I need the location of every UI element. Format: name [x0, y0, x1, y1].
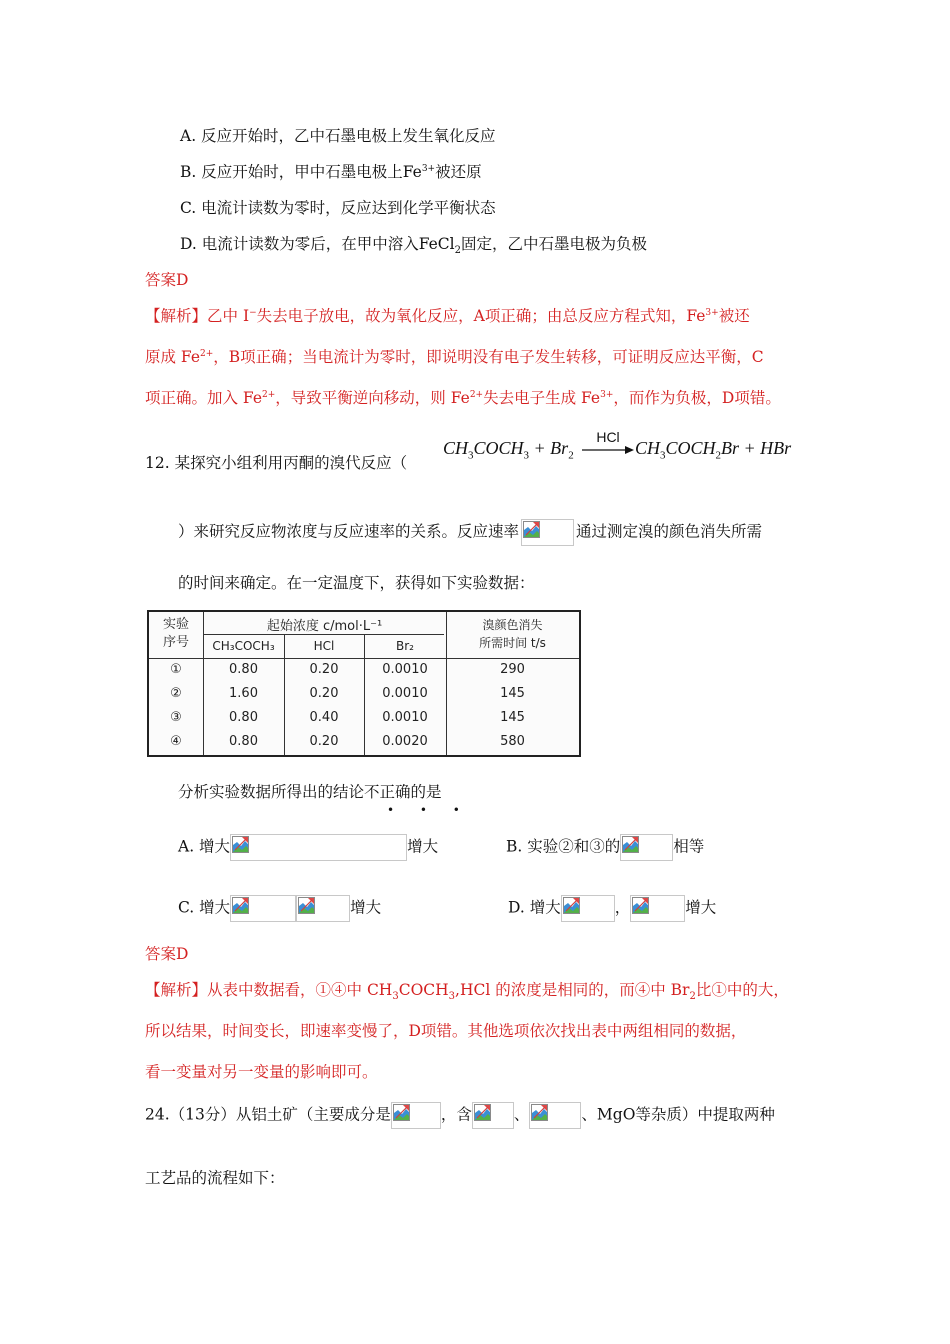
q24-stem-line1	[145, 1102, 775, 1129]
q12-answer: 答案D	[145, 945, 189, 963]
missing-formula-image	[529, 1102, 581, 1129]
q12-stem-line2	[178, 519, 762, 546]
exp-sup: 3+	[600, 389, 614, 400]
table-cell: 580	[500, 734, 525, 749]
header-time	[446, 616, 579, 652]
table-cell: ③	[170, 710, 182, 725]
exp-text: ，导致平衡逆向移动，则 Fe	[275, 389, 470, 407]
broken-image-icon	[531, 1104, 548, 1121]
exp-text: 被还	[718, 307, 750, 325]
q11-option-d-text: D. 电流计读数为零后，在甲中溶入FeCl	[180, 235, 455, 253]
header-hcl: HCl	[313, 639, 335, 653]
broken-image-icon	[232, 897, 249, 914]
option-text: 增大	[350, 898, 382, 917]
broken-image-icon	[622, 836, 639, 853]
q12-explanation-line3: 看一变量对另一变量的影响即可。	[145, 1063, 378, 1081]
header-seq	[149, 616, 203, 652]
missing-formula-image	[521, 519, 574, 546]
table-cell: 0.0010	[382, 662, 428, 677]
option-text: 增大	[407, 837, 439, 856]
explanation-label: 【解析】	[145, 981, 208, 999]
exp-text: ，B项正确；当电流计为零时，即说明没有电子发生转移，可证明反应达平衡，C	[213, 348, 764, 366]
exp-text: 从表中数据看，①④中 CH	[207, 981, 393, 999]
eq-text: COCH	[665, 438, 716, 458]
q11-option-b-sup: 3+	[421, 163, 436, 174]
exp-sub: 2	[689, 991, 696, 1003]
exp-text: 比①中的大，	[695, 981, 789, 999]
eq-text: CH	[635, 438, 661, 458]
eq-text: Br + HBr	[721, 438, 792, 458]
stem-text: 通过测定溴的颜色消失所需	[576, 522, 763, 541]
q11-option-d	[180, 234, 648, 257]
option-text: 相等	[673, 837, 705, 856]
exp-text: COCH	[398, 981, 449, 999]
table-cell: 0.20	[309, 686, 339, 701]
stem-text: ，含	[440, 1105, 472, 1124]
q12-option-d	[508, 895, 716, 922]
eq-sub: 3	[523, 449, 530, 462]
exp-sub: 3	[392, 991, 399, 1003]
missing-formula-image	[230, 834, 407, 861]
q12-stem-line3: 的时间来确定。在一定温度下，获得如下实验数据：	[178, 574, 535, 592]
missing-formula-image	[630, 895, 685, 922]
q24-stem-line2: 工艺品的流程如下：	[145, 1169, 285, 1187]
exp-text: ,HCl 的浓度是相同的，而④中 Br	[455, 981, 690, 999]
exp-sup: 2+	[469, 389, 484, 400]
broken-image-icon	[232, 836, 249, 853]
table-cell: 290	[500, 662, 525, 677]
reaction-products	[635, 438, 792, 462]
q12-question: 分析实验数据所得出的结论不正确的是	[178, 783, 442, 801]
table-cell: 0.80	[229, 710, 258, 725]
missing-formula-image	[391, 1102, 441, 1129]
q11-option-d-sub: 2	[454, 245, 462, 257]
q12-stem-line1: 12. 某探究小组利用丙酮的溴代反应（	[145, 454, 408, 472]
exp-text: 失去电子生成 Fe	[483, 389, 601, 407]
q12-option-a	[178, 834, 438, 861]
header-acetone: CH₃COCH₃	[212, 639, 275, 653]
exp-text: 原成 Fe	[145, 348, 201, 366]
q11-explanation-line3	[145, 388, 781, 408]
table-cell: 0.40	[309, 710, 339, 725]
table-cell: 145	[500, 686, 525, 701]
stem-text: 、MgO等杂质）中提取两种	[581, 1105, 775, 1124]
missing-formula-image	[230, 895, 296, 922]
exp-sup: 2+	[262, 389, 276, 400]
stem-text: 24.（13分）从铝土矿（主要成分是	[145, 1105, 391, 1124]
header-seq-2: 序号	[162, 635, 189, 650]
eq-sub: 2	[715, 449, 722, 462]
option-text: A. 增大	[178, 837, 231, 856]
q12-explanation-line1	[145, 980, 789, 1003]
option-text: B. 实验②和③的	[506, 837, 621, 856]
exp-sup: 3+	[705, 307, 719, 318]
reaction-equation	[443, 438, 574, 462]
missing-formula-image	[472, 1102, 514, 1129]
table-cell: 0.0010	[382, 686, 428, 701]
table-cell: ④	[170, 734, 182, 749]
missing-formula-image	[620, 834, 673, 861]
broken-image-icon	[474, 1104, 491, 1121]
missing-formula-image	[296, 895, 350, 922]
reaction-arrow	[580, 429, 636, 457]
eq-text: COCH	[473, 438, 524, 458]
eq-text: + Br	[529, 438, 569, 458]
stem-text: ）来研究反应物浓度与反应速率的关系。反应速率	[178, 522, 520, 541]
q11-option-a: A. 反应开始时，乙中石墨电极上发生氧化反应	[180, 127, 496, 145]
stem-text: 、	[513, 1105, 530, 1124]
exp-text: ，而作为负极，D项错。	[613, 389, 781, 407]
broken-image-icon	[523, 521, 540, 538]
table-cell: 0.20	[309, 734, 339, 749]
eq-text: CH	[443, 438, 469, 458]
broken-image-icon	[632, 897, 649, 914]
exp-sub: 3	[448, 991, 456, 1003]
eq-sub: 2	[568, 449, 574, 462]
broken-image-icon	[563, 897, 580, 914]
q11-option-d-tail: 固定，乙中石墨电极为负极	[461, 235, 648, 253]
eq-sub: 3	[660, 449, 666, 462]
catalyst-label: HCl	[596, 429, 620, 445]
header-br2: Br₂	[396, 639, 414, 653]
q11-option-b-tail: 被还原	[435, 163, 482, 181]
option-text: D. 增大	[508, 898, 561, 917]
q11-explanation-line1	[145, 306, 750, 326]
exp-text: 乙中 I	[207, 307, 250, 325]
exp-sup: 2+	[200, 348, 214, 359]
table-cell: 0.80	[229, 662, 258, 677]
table-cell: 0.0020	[382, 734, 428, 749]
exp-text: 项正确。加入 Fe	[145, 389, 263, 407]
q12-explanation-line2: 所以结果，时间变长，即速率变慢了，D项错。其他选项依次找出表中两组相同的数据，	[145, 1022, 747, 1040]
table-cell: 145	[500, 710, 525, 725]
q11-option-b	[180, 162, 482, 182]
table-cell: 1.60	[229, 686, 258, 701]
q12-option-b	[506, 834, 704, 861]
q11-option-b-text: B. 反应开始时，甲中石墨电极上Fe	[180, 163, 422, 181]
exp-sup: −	[249, 307, 257, 318]
q11-answer: 答案D	[145, 271, 189, 289]
option-text: C. 增大	[178, 898, 231, 917]
emphasis-dots: • • •	[387, 803, 471, 817]
eq-sub: 3	[468, 449, 474, 462]
header-seq-1: 实验	[162, 617, 189, 632]
table-cell: ②	[170, 686, 182, 701]
q12-option-c	[178, 895, 381, 922]
table-cell: 0.0010	[382, 710, 428, 725]
option-text: ，	[614, 898, 631, 917]
table-cell: 0.80	[229, 734, 258, 749]
header-conc: 起始浓度 c/mol·L⁻¹	[266, 619, 383, 634]
q11-option-c: C. 电流计读数为零时，反应达到化学平衡状态	[180, 199, 496, 217]
option-text: 增大	[685, 898, 717, 917]
header-time-2: 所需时间 t/s	[479, 636, 546, 650]
q11-explanation-line2	[145, 347, 764, 367]
explanation-label: 【解析】	[145, 307, 208, 325]
experiment-data-table	[147, 610, 581, 757]
broken-image-icon	[298, 897, 315, 914]
table-cell: ①	[170, 662, 182, 677]
broken-image-icon	[393, 1104, 410, 1121]
table-cell: 0.20	[309, 662, 339, 677]
header-time-1: 溴颜色消失	[482, 618, 543, 632]
exp-text: 失去电子放电，故为氧化反应，A项正确；由总反应方程式知，Fe	[256, 307, 706, 325]
missing-formula-image	[561, 895, 615, 922]
